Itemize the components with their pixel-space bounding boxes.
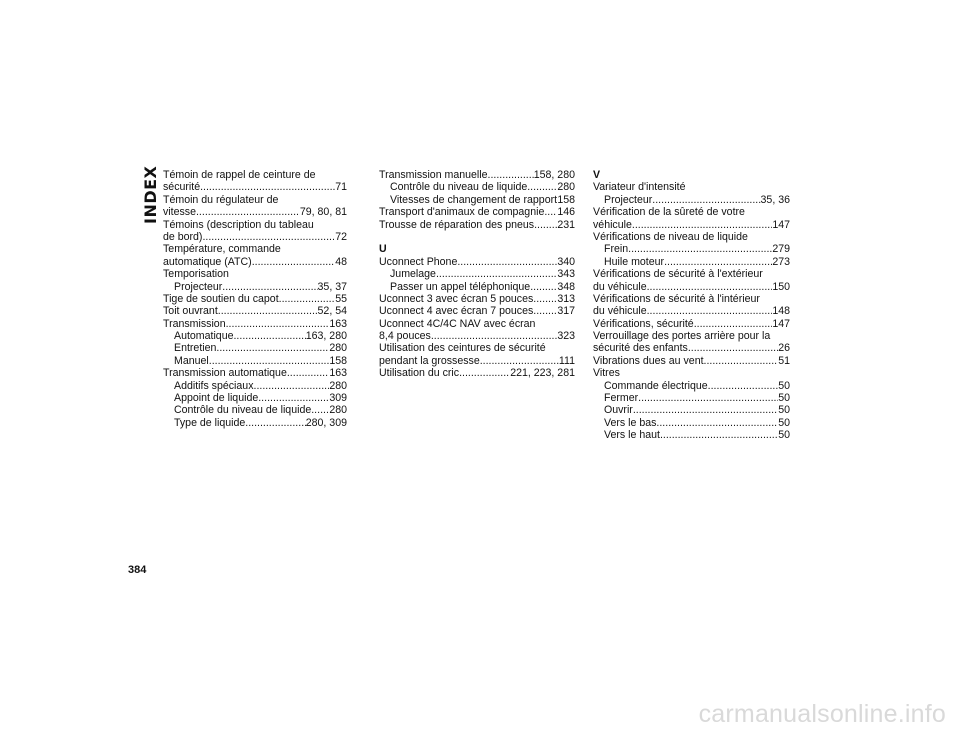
entry-text: Vérifications de niveau de liquide [593, 230, 748, 243]
entry-text: Variateur d'intensité [593, 181, 686, 194]
page-reference: 348 [557, 280, 575, 293]
index-subentry [593, 194, 790, 206]
dot-leader [533, 305, 557, 317]
entry-text: Utilisation du cric [379, 367, 460, 380]
index-entry [593, 367, 790, 379]
index-entry [379, 293, 575, 305]
page-reference: 79, 80, 81 [299, 206, 347, 219]
index-entry [379, 206, 575, 218]
page-reference: 343 [557, 268, 575, 281]
entry-text: Frein [604, 243, 629, 256]
page-reference: 221, 223, 281 [510, 367, 575, 380]
entry-text: Contrôle du niveau de liquide [174, 404, 312, 417]
page-reference: 231 [557, 218, 575, 231]
dot-leader [544, 206, 557, 218]
index-subentry [593, 417, 790, 429]
dot-leader [688, 342, 778, 354]
entry-text: Transmission [163, 317, 226, 330]
page-reference: 51 [778, 354, 790, 367]
index-entry [379, 367, 575, 379]
dot-leader [664, 256, 772, 268]
index-entry [379, 169, 575, 181]
entry-text: Vers le bas [604, 416, 657, 429]
page-reference: 163, 280 [305, 330, 347, 343]
index-entry [163, 318, 347, 330]
dot-leader [647, 305, 773, 317]
dot-leader [436, 268, 557, 280]
entry-text: Vers le haut [604, 429, 660, 442]
index-entry [163, 206, 347, 218]
page-reference: 280 [329, 404, 347, 417]
index-entry [163, 231, 347, 243]
dot-leader [656, 417, 778, 429]
page-reference: 71 [335, 181, 347, 194]
index-subentry [163, 404, 347, 416]
page-reference: 323 [557, 330, 575, 343]
page-reference: 50 [778, 379, 790, 392]
page-reference: 317 [557, 305, 575, 318]
index-entry [379, 305, 575, 317]
index-entry [163, 268, 347, 280]
entry-text: sécurité des enfants [593, 342, 688, 355]
dot-leader [632, 219, 772, 231]
dot-leader [279, 293, 336, 305]
dot-leader [287, 367, 329, 379]
index-subentry [163, 281, 347, 293]
index-entry [163, 305, 347, 317]
dot-leader [226, 318, 330, 330]
entry-text: Transport d'animaux de compagnie [379, 206, 545, 219]
entry-text: du véhicule [593, 305, 647, 318]
dot-leader [200, 181, 335, 193]
page-reference: 146 [557, 206, 575, 219]
dot-leader [652, 194, 760, 206]
index-entry [163, 367, 347, 379]
entry-text: Témoin de rappel de ceinture de [163, 169, 316, 181]
dot-leader [638, 392, 778, 404]
index-entry [593, 330, 790, 342]
index-entry [593, 293, 790, 305]
index-entry [379, 330, 575, 342]
page-reference: 163 [329, 317, 347, 330]
dot-leader [254, 380, 330, 392]
index-entry [593, 318, 790, 330]
page-reference: 280 [329, 379, 347, 392]
index-subentry [593, 404, 790, 416]
dot-leader [488, 169, 534, 181]
entry-text: Trousse de réparation des pneus [379, 218, 535, 231]
dot-leader [431, 330, 557, 342]
dot-leader [202, 231, 335, 243]
page-reference: 50 [778, 404, 790, 417]
index-subentry [163, 380, 347, 392]
entry-text: Verrouillage des portes arrière pour la [593, 330, 771, 343]
entry-text: Fermer [604, 392, 639, 405]
index-entry [593, 181, 790, 193]
index-subentry [379, 194, 575, 206]
index-column-2 [379, 169, 575, 380]
index-entry [379, 355, 575, 367]
index-subentry [163, 355, 347, 367]
index-subentry [163, 392, 347, 404]
dot-leader [196, 206, 300, 218]
entry-text: Additifs spéciaux [174, 379, 254, 392]
index-side-tab: INDEX [141, 166, 160, 225]
dot-leader [209, 355, 330, 367]
dot-leader [633, 404, 778, 416]
index-subentry [593, 256, 790, 268]
page-reference: 48 [335, 255, 347, 268]
index-entry [379, 219, 575, 231]
page-reference: 150 [772, 280, 790, 293]
page-reference: 148 [772, 305, 790, 318]
watermark: carmanualsonline.info [698, 700, 946, 728]
dot-leader [480, 355, 559, 367]
index-entry [163, 256, 347, 268]
entry-text: automatique (ATC) [163, 255, 252, 268]
index-entry [379, 256, 575, 268]
page-reference: 280 [329, 342, 347, 355]
index-entry [593, 206, 790, 218]
page-reference: 26 [778, 342, 790, 355]
dot-leader [694, 318, 773, 330]
entry-text: Type de liquide [174, 416, 246, 429]
page-reference: 158, 280 [533, 169, 575, 181]
entry-text: de bord) [163, 230, 203, 243]
index-subentry [593, 392, 790, 404]
index-entry [593, 268, 790, 280]
page-reference: 340 [557, 255, 575, 268]
entry-text: Vérification de la sûreté de votre [593, 206, 745, 219]
page-reference: 163 [329, 367, 347, 380]
entry-text: du véhicule [593, 280, 647, 293]
dot-leader [459, 367, 510, 379]
page-reference: 52, 54 [317, 305, 347, 318]
index-column-3 [593, 169, 790, 442]
page-reference: 280, 309 [305, 416, 347, 429]
entry-text: Huile moteur [604, 255, 665, 268]
dot-leader [222, 281, 317, 293]
entry-text: Jumelage [390, 268, 436, 281]
entry-text: Manuel [174, 354, 209, 367]
index-entry [163, 293, 347, 305]
entry-text: Temporisation [163, 268, 229, 281]
entry-text: Vérifications, sécurité [593, 317, 694, 330]
index-entry [593, 305, 790, 317]
index-entry [163, 194, 347, 206]
dot-leader [233, 330, 305, 342]
dot-leader [530, 281, 557, 293]
entry-text: Témoins (description du tableau [163, 218, 314, 231]
dot-leader [245, 417, 305, 429]
index-subentry [163, 342, 347, 354]
entry-text: Vérifications de sécurité à l'extérieur [593, 268, 763, 281]
page-reference: 72 [335, 230, 347, 243]
entry-text: Transmission automatique [163, 367, 287, 380]
entry-text: Commande électrique [604, 379, 708, 392]
dot-leader [647, 281, 773, 293]
dot-leader [258, 392, 329, 404]
page-reference: 158 [557, 193, 575, 206]
page-reference: 50 [778, 392, 790, 405]
entry-text: Ouvrir [604, 404, 633, 417]
entry-text: Entretien [174, 342, 217, 355]
page-reference: 313 [557, 292, 575, 305]
entry-text: pendant la grossesse [379, 354, 480, 367]
index-entry [163, 169, 347, 181]
page-reference: 273 [772, 255, 790, 268]
index-subentry [593, 380, 790, 392]
entry-text: Tige de soutien du capot [163, 292, 279, 305]
entry-text: sécurité [163, 181, 201, 194]
page-reference: 111 [558, 354, 575, 367]
page-reference: 147 [772, 317, 790, 330]
entry-text: Passer un appel téléphonique [390, 280, 531, 293]
index-entry [379, 318, 575, 330]
entry-text: Projecteur [174, 280, 223, 293]
index-letter-heading: V [593, 169, 601, 181]
index-letter-heading: U [379, 243, 387, 256]
entry-text: vitesse [163, 206, 196, 219]
index-entry [163, 243, 347, 255]
page-reference: 158 [329, 354, 347, 367]
dot-leader [218, 305, 318, 317]
entry-text: Contrôle du niveau de liquide [390, 181, 528, 194]
dot-leader [628, 243, 772, 255]
dot-leader [708, 380, 779, 392]
dot-leader [311, 404, 329, 416]
entry-text: Projecteur [604, 193, 653, 206]
entry-text: Vérifications de sécurité à l'intérieur [593, 292, 760, 305]
dot-leader [457, 256, 557, 268]
entry-text: Témoin du régulateur de [163, 193, 279, 206]
entry-text: 8,4 pouces [379, 330, 431, 343]
entry-text: Vitesses de changement de rapport [390, 193, 558, 206]
entry-text: Uconnect Phone [379, 255, 458, 268]
page-reference: 35, 36 [760, 193, 790, 206]
entry-text: Toit ouvrant [163, 305, 218, 318]
page-number: 384 [128, 564, 147, 576]
page-reference: 35, 37 [317, 280, 347, 293]
entry-text: Appoint de liquide [174, 392, 259, 405]
entry-text: Vibrations dues au vent [593, 354, 704, 367]
dot-leader [534, 219, 557, 231]
page-reference: 50 [778, 429, 790, 442]
index-entry [163, 181, 347, 193]
entry-text: Utilisation des ceintures de sécurité [379, 342, 546, 355]
index-subentry [163, 330, 347, 342]
index-subentry [593, 429, 790, 441]
dot-leader [660, 429, 778, 441]
index-entry [593, 231, 790, 243]
entry-text: Uconnect 4 avec écran 7 pouces [379, 305, 534, 318]
page-reference: 279 [772, 243, 790, 256]
dot-leader [704, 355, 779, 367]
dot-leader [533, 293, 557, 305]
dot-leader [216, 342, 329, 354]
entry-text: Uconnect 3 avec écran 5 pouces [379, 292, 534, 305]
index-entry [593, 219, 790, 231]
index-subentry [379, 268, 575, 280]
page-reference: 50 [778, 416, 790, 429]
entry-text: Uconnect 4C/4C NAV avec écran [379, 317, 536, 330]
index-entry [163, 219, 347, 231]
index-entry [593, 342, 790, 354]
index-entry [593, 355, 790, 367]
page-reference: 280 [557, 181, 575, 194]
index-entry [593, 281, 790, 293]
entry-text: Automatique [174, 330, 234, 343]
index-subentry [163, 417, 347, 429]
entry-text: Transmission manuelle [379, 169, 488, 181]
index-subentry [593, 243, 790, 255]
dot-leader [252, 256, 335, 268]
entry-text: Vitres [593, 367, 620, 380]
page-reference: 147 [772, 218, 790, 231]
entry-text: véhicule [593, 218, 632, 231]
index-subentry [379, 181, 575, 193]
index-subentry [379, 281, 575, 293]
index-entry [379, 342, 575, 354]
entry-text: Température, commande [163, 243, 281, 256]
dot-leader [527, 181, 557, 193]
page-reference: 309 [329, 392, 347, 405]
index-column-1 [163, 169, 347, 429]
page-reference: 55 [335, 292, 347, 305]
